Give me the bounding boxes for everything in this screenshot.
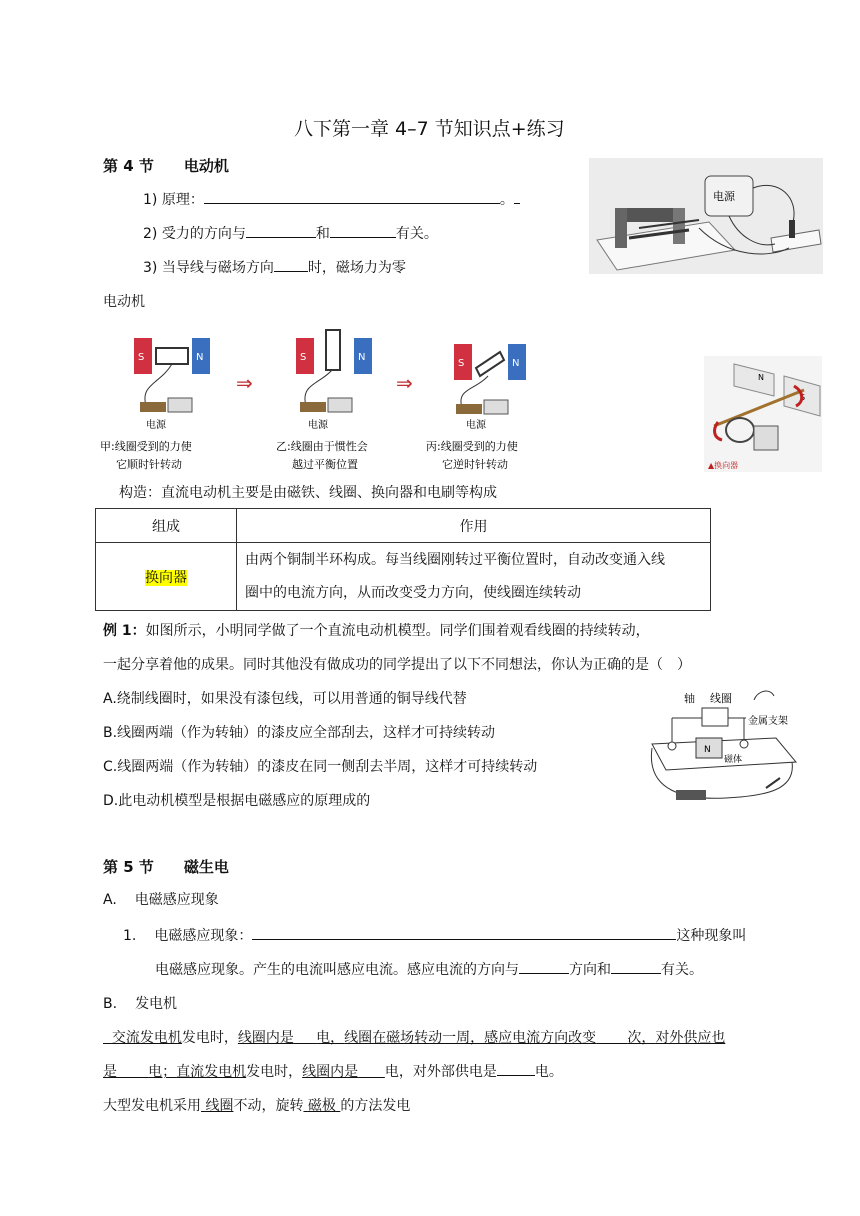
induction-line-2 bbox=[155, 959, 703, 979]
stage-2-caption-1: 乙:线圈由于惯性会 bbox=[276, 440, 368, 453]
stage-1-power: 电源 bbox=[146, 420, 166, 431]
zero-blank[interactable] bbox=[274, 257, 308, 272]
stage-2 bbox=[276, 330, 372, 471]
commutator-figure bbox=[704, 356, 822, 472]
composition-table bbox=[95, 508, 711, 611]
fig-label-support: 金属支架 bbox=[748, 716, 788, 727]
table-row bbox=[96, 543, 711, 611]
table-cell-component bbox=[96, 543, 237, 611]
stage-1-caption-1: 甲:线圈受到的力使 bbox=[100, 440, 192, 453]
option-c[interactable]: C.线圈两端（作为转轴）的漆皮在同一侧刮去半周，这样才可持续转动 bbox=[103, 759, 538, 775]
generator-line-2 bbox=[103, 1061, 563, 1081]
option-b[interactable]: B.线圈两端（作为转轴）的漆皮应全部刮去，这样才可持续转动 bbox=[103, 725, 496, 741]
fig-label-coil: 线圈 bbox=[710, 692, 732, 705]
fig-label-axis: 轴 bbox=[684, 692, 695, 705]
stage-2-caption-2: 越过平衡位置 bbox=[292, 458, 358, 471]
item-force-label: 2) 受力的方向与 bbox=[143, 226, 246, 242]
gen-l2-a: 是 电； bbox=[103, 1064, 177, 1080]
induction-number: 1. bbox=[123, 928, 137, 944]
induction-end: 这种现象叫 bbox=[676, 928, 747, 944]
gen-l2-e: 线圈内是 bbox=[302, 1064, 359, 1080]
commutator-caption: ▲换向器 bbox=[708, 461, 739, 470]
svg-text:N: N bbox=[704, 745, 711, 755]
arrow-icon-2: ⇒ bbox=[396, 371, 413, 395]
induction-line-1 bbox=[123, 925, 746, 945]
generator-line-1 bbox=[103, 1027, 725, 1047]
gen-l2-blank[interactable] bbox=[497, 1061, 535, 1076]
induction-label: 电磁感应现象： bbox=[154, 928, 253, 944]
table-header-component: 组成 bbox=[96, 509, 237, 543]
table-header-row bbox=[96, 509, 711, 543]
large-c: 不动，旋转 bbox=[233, 1098, 304, 1114]
stage-2-power: 电源 bbox=[308, 420, 328, 431]
item-force-direction bbox=[143, 223, 438, 243]
svg-text:N: N bbox=[758, 373, 764, 382]
gen-dc-name: 直流发电机 bbox=[176, 1064, 247, 1080]
force-blank-2[interactable] bbox=[330, 223, 396, 238]
example-1-text-1: 如图所示，小明同学做了一个直流电动机模型。同学们围着观看线圈的持续转动， bbox=[145, 623, 650, 639]
svg-text:S: S bbox=[800, 393, 806, 402]
induction-line-2-a: 电磁感应现象。产生的电流叫感应电流。感应电流的方向与 bbox=[155, 962, 519, 978]
svg-text:S: S bbox=[138, 352, 145, 363]
gen-l1-b: 发电时， bbox=[181, 1030, 238, 1046]
commutator-highlight: 换向器 bbox=[145, 569, 187, 586]
force-blank-1[interactable] bbox=[246, 223, 316, 238]
large-b: 线圈 bbox=[205, 1098, 234, 1114]
item-force-end: 有关。 bbox=[395, 226, 438, 242]
table-header-function: 作用 bbox=[237, 509, 711, 543]
option-d[interactable]: D.此电动机模型是根据电磁感应的原理成的 bbox=[103, 793, 371, 809]
induction-line-2-c: 有关。 bbox=[661, 962, 703, 978]
large-d: 磁极 bbox=[307, 1098, 336, 1114]
svg-text:S: S bbox=[300, 352, 307, 363]
structure-text: 构造：直流电动机主要是由磁铁、线圈、换向器和电刷等构成 bbox=[119, 485, 497, 501]
stage-3-caption-1: 丙:线圈受到的力使 bbox=[426, 440, 518, 453]
example-1-line-2: 一起分享着他的成果。同时其他没有做成功的同学提出了以下不同想法，你认为正确的是（ ） bbox=[103, 657, 691, 673]
item-zero-end: 时，磁场力为零 bbox=[307, 260, 406, 276]
large-a: 大型发电机采用 bbox=[103, 1098, 201, 1114]
gen-l1-c: 线圈内是 电， bbox=[237, 1030, 345, 1046]
item-principle bbox=[143, 189, 520, 209]
large-e: 的方法发电 bbox=[340, 1098, 411, 1114]
induction-direction-blank-2[interactable] bbox=[611, 959, 661, 974]
svg-text:N: N bbox=[512, 358, 520, 369]
motor-apparatus-figure bbox=[589, 158, 823, 274]
section-5-heading: 第 5 节 磁生电 bbox=[103, 858, 229, 876]
item-force-mid: 和 bbox=[315, 226, 330, 242]
table-cell-function bbox=[237, 543, 711, 611]
gen-l2-g: 电。 bbox=[534, 1064, 563, 1080]
item-zero-force bbox=[143, 257, 406, 277]
motor-stages-figure bbox=[100, 324, 560, 480]
svg-text:N: N bbox=[358, 352, 366, 363]
fig-label-magnet: 磁体 bbox=[724, 755, 743, 765]
table-desc-line-1: 由两个铜制半环构成。每当线圈刚转过平衡位置时，自动改变通入线 bbox=[245, 551, 665, 568]
page-title: 八下第一章 4–7 节知识点+练习 bbox=[294, 118, 565, 140]
stage-1 bbox=[100, 338, 210, 471]
sub-a-text: 电磁感应现象 bbox=[134, 892, 219, 908]
item-principle-label: 1) 原理： bbox=[143, 192, 204, 208]
sub-b-label: B. bbox=[103, 996, 118, 1012]
stage-1-caption-2: 它顺时针转动 bbox=[116, 458, 182, 471]
table-desc-line-2: 圈中的电流方向，从而改变受力方向，使线圈连续转动 bbox=[245, 584, 581, 601]
option-a[interactable]: A.绕制线圈时，如果没有漆包线，可以用普通的铜导线代替 bbox=[103, 691, 467, 707]
gen-ac-name: 交流发电机 bbox=[111, 1030, 182, 1046]
principle-blank[interactable] bbox=[204, 189, 500, 204]
principle-blank-tail bbox=[514, 189, 520, 204]
stage-3 bbox=[426, 344, 526, 471]
motor-label: 电动机 bbox=[103, 294, 145, 310]
section-4-heading: 第 4 节 电动机 bbox=[103, 157, 229, 175]
sub-b-text: 发电机 bbox=[135, 996, 178, 1012]
induction-line-2-b: 方向和 bbox=[569, 962, 611, 978]
gen-l1-e: 线圈在磁场转动一周，感应电流方向改变 次， bbox=[344, 1030, 656, 1046]
example-1-line-1 bbox=[103, 620, 650, 640]
stage-3-power: 电源 bbox=[466, 420, 486, 431]
large-generator-line bbox=[103, 1095, 410, 1115]
item-zero-label: 3) 当导线与磁场方向 bbox=[143, 260, 274, 276]
stage-3-caption-2: 它逆时针转动 bbox=[442, 458, 508, 471]
example-1-label: 例 1： bbox=[103, 623, 146, 639]
example-motor-figure bbox=[646, 682, 802, 806]
sub-a-label: A. bbox=[103, 892, 117, 908]
top-figure-power-label: 电源 bbox=[713, 190, 735, 203]
induction-blank[interactable] bbox=[252, 925, 676, 940]
gen-l1-g: 对外供应也 bbox=[655, 1030, 726, 1046]
sub-b bbox=[103, 993, 177, 1013]
svg-text:S: S bbox=[458, 358, 465, 369]
gen-l2-f: 电，对外部供电是 bbox=[384, 1064, 497, 1080]
arrow-icon-1: ⇒ bbox=[236, 371, 253, 395]
induction-direction-blank-1[interactable] bbox=[519, 959, 569, 974]
sub-a bbox=[103, 889, 219, 909]
item-principle-end: 。 bbox=[499, 192, 514, 208]
gen-l2-d: 发电时， bbox=[246, 1064, 303, 1080]
svg-text:N: N bbox=[196, 352, 204, 363]
